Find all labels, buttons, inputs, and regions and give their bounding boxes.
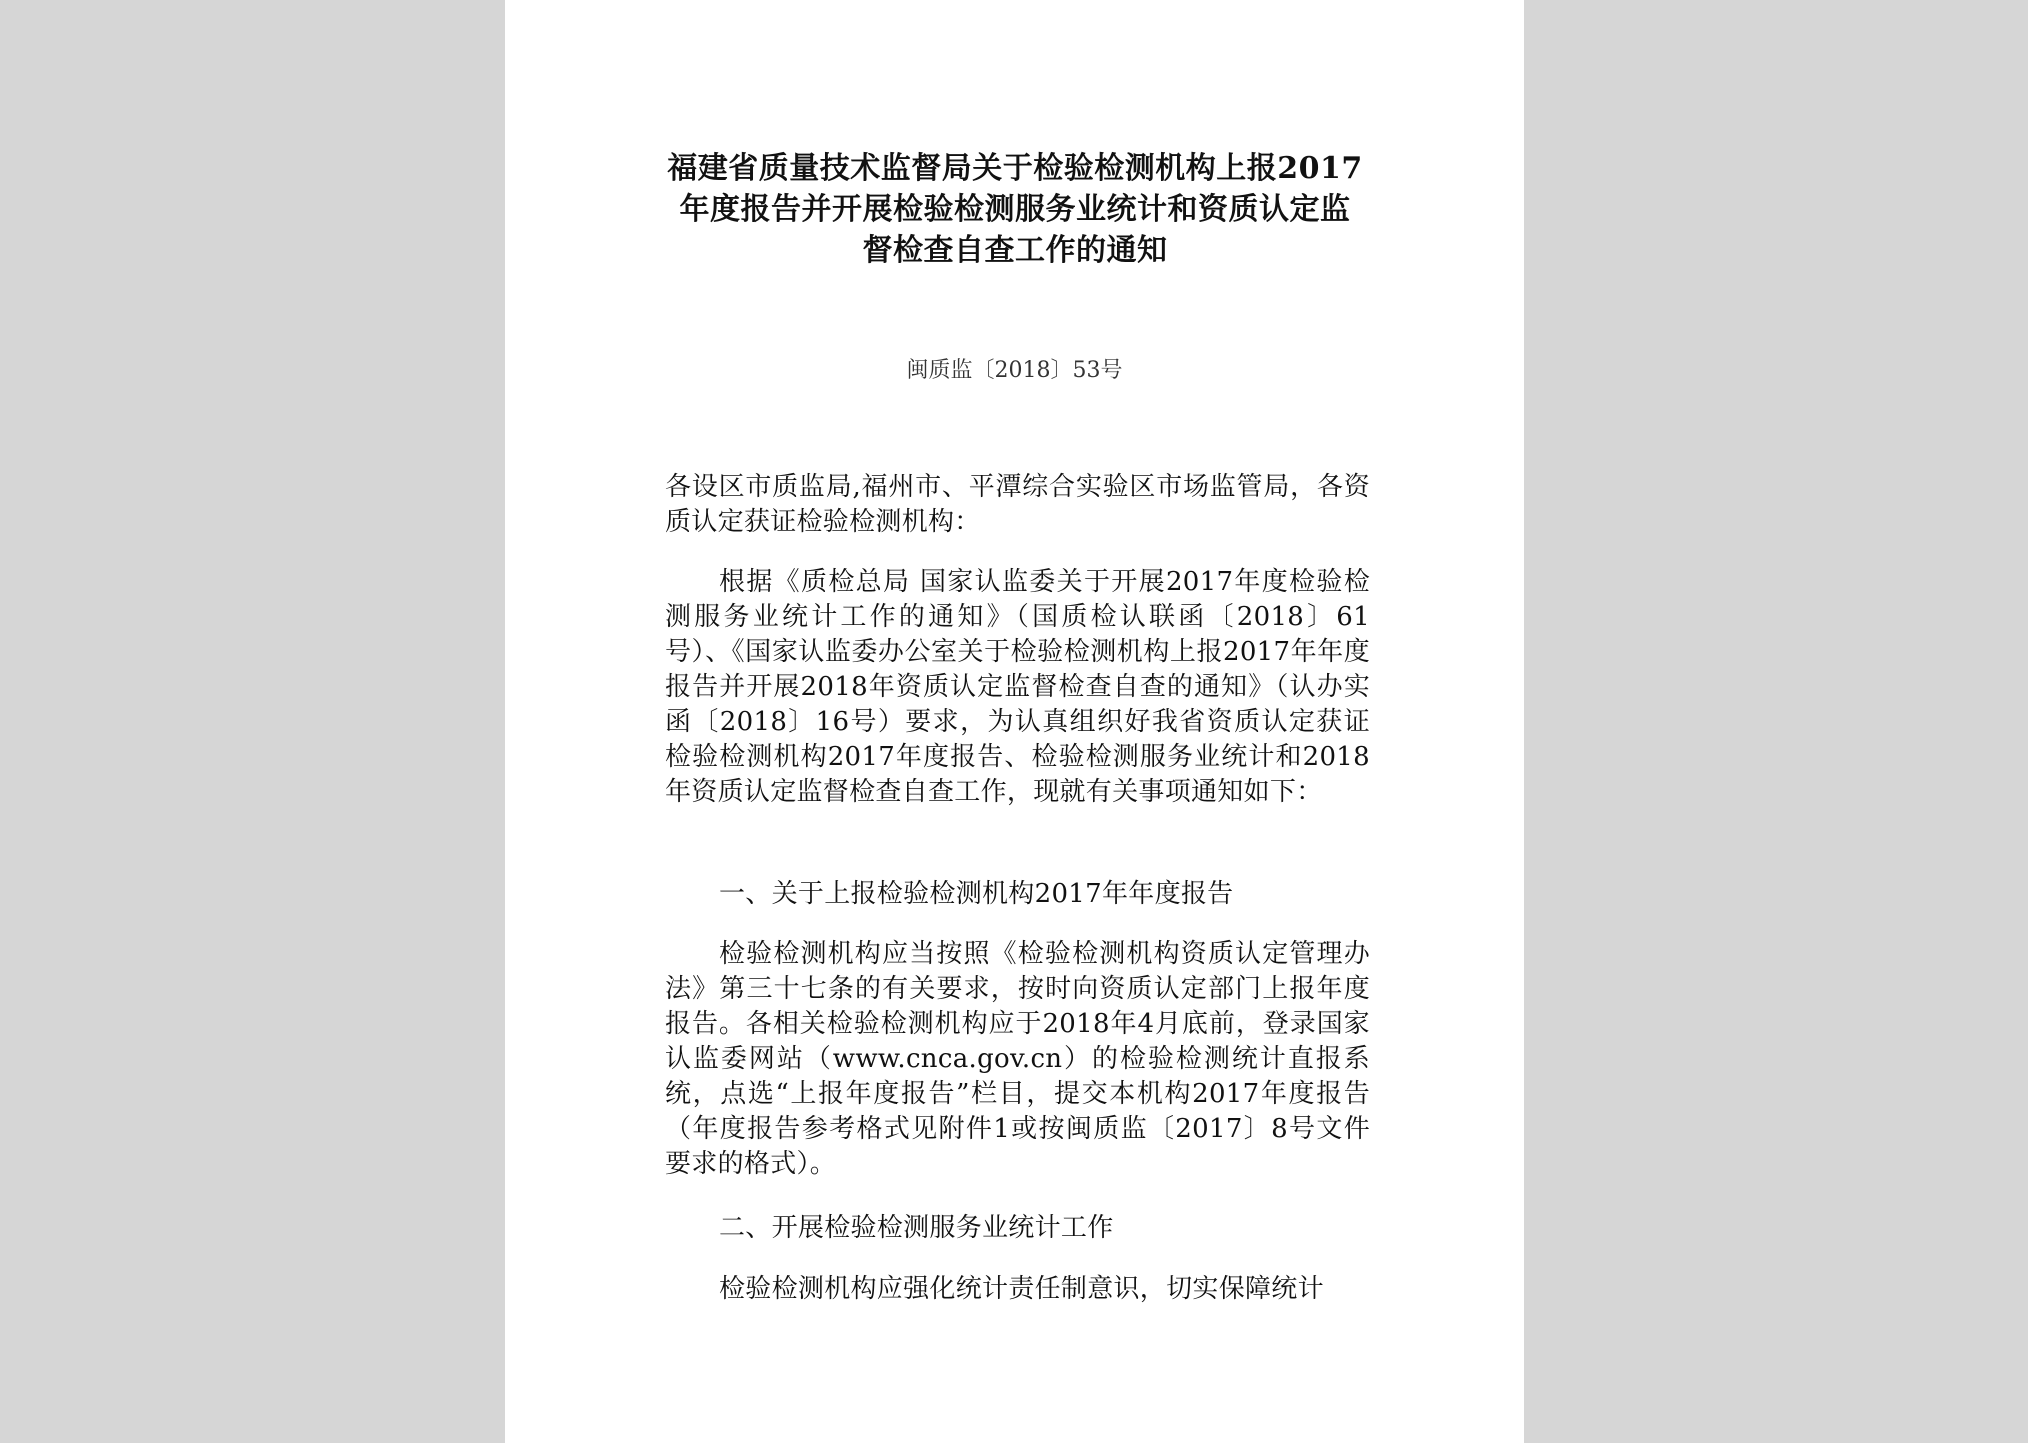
paragraph-section-2: 检验检测机构应强化统计责任制意识，切实保障统计: [719, 1274, 1324, 1304]
section-heading-2: 二、开展检验检测服务业统计工作: [719, 1213, 1114, 1243]
section-heading-1: 一、关于上报检验检测机构2017年年度报告: [719, 879, 1234, 909]
paragraph-basis: 根据《质检总局 国家认监委关于开展2017年度检验检测服务业统计工作的通知》（国质检认联函〔2018〕61号）、《国家认监委办公室关于检验检测机构上报2017年年度报告并开展2018年资质认定监督检查自查的通知》（认办实函〔2018〕16号）要求，为认真组织好我省资质认定获证检验检测机构2017年度报告、检验检测服务业统计和2018年资质认定监督检查自查工作，现就有关事项通知如下：: [665, 567, 1370, 807]
document-number: 闽质监〔2018〕53号: [906, 358, 1123, 383]
salutation: 各设区市质监局,福州市、平潭综合实验区市场监管局，各资质认定获证检验检测机构：: [665, 472, 1370, 537]
document-page: [505, 0, 1524, 1443]
document-title: 福建省质量技术监督局关于检验检测机构上报2017年度报告并开展检验检测服务业统计和资质认定监督检查自查工作的通知: [667, 151, 1363, 268]
paragraph-section-1: 检验检测机构应当按照《检验检测机构资质认定管理办法》第三十七条的有关要求，按时向资质认定部门上报年度报告。各相关检验检测机构应于2018年4月底前，登录国家认监委网站（www.cnca.gov.cn）的检验检测统计直报系统，点选“上报年度报告”栏目，提交本机构2017年度报告（年度报告参考格式见附件1或按闽质监〔2017〕8号文件要求的格式）。: [665, 939, 1370, 1179]
